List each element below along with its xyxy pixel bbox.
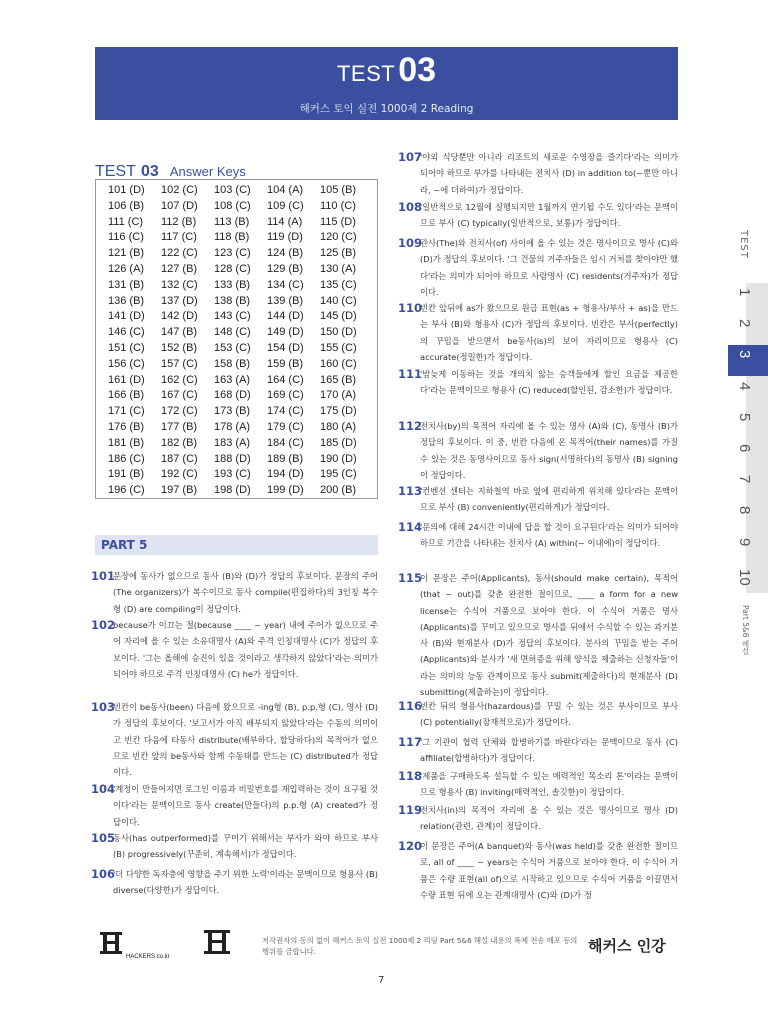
answer-cell: 167 (C) xyxy=(161,389,198,402)
explanation-item xyxy=(91,830,378,863)
part-label: PART 5 xyxy=(101,538,148,552)
answer-cell: 148 (C) xyxy=(214,326,251,339)
answer-cell: 191 (B) xyxy=(108,468,145,481)
answer-cell: 192 (C) xyxy=(161,468,198,481)
sidebar-test-number: 6 xyxy=(736,444,753,453)
sidebar-test-2[interactable] xyxy=(728,314,768,345)
answer-cell: 165 (B) xyxy=(320,373,357,386)
question-number: 111 xyxy=(398,367,423,381)
explanation-text: '그 기관이 협력 단체와 합병하기를 바란다'라는 문맥이므로 동사 (C) affiliate(합병하다)가 정답이다. xyxy=(420,737,678,764)
answer-cell: 124 (B) xyxy=(267,247,304,260)
explanation-item xyxy=(398,519,678,552)
answer-cell: 156 (C) xyxy=(108,357,145,370)
explanation-item xyxy=(91,866,378,899)
answer-cell: 103 (C) xyxy=(214,184,251,196)
answer-cell: 150 (D) xyxy=(320,326,357,339)
explanation-text: '더 다양한 독자층에 영향을 주기 위한 노력'이라는 문맥이므로 형용사 (B) diverse(다양한)가 정답이다. xyxy=(113,869,378,896)
explanation-item xyxy=(398,199,678,232)
answer-cell: 121 (B) xyxy=(108,247,145,260)
answer-cell: 129 (B) xyxy=(267,262,304,275)
sidebar-test-number: 9 xyxy=(736,537,753,546)
sidebar-test-number: 10 xyxy=(736,568,753,586)
answer-row xyxy=(108,453,373,469)
sidebar-test-number: 8 xyxy=(736,506,753,515)
sidebar-test-8[interactable] xyxy=(728,501,768,532)
explanation-text: 문장에 동사가 없으므로 동사 (B)와 (D)가 정답의 후보이다. 문장의 주어(The organizers)가 복수이므로 동사 compile(편집하다)의 3인칭 복수형 (D) are compiling이 정답이다. xyxy=(113,571,378,614)
explanation-item xyxy=(398,768,678,801)
answer-cell: 189 (B) xyxy=(267,452,304,465)
answer-cell: 102 (C) xyxy=(161,184,198,196)
answer-cell: 160 (C) xyxy=(320,357,357,370)
answer-cell: 146 (C) xyxy=(108,326,145,339)
answer-cell: 119 (D) xyxy=(267,231,303,244)
sidebar-test-5[interactable] xyxy=(728,408,768,439)
answer-cell: 130 (A) xyxy=(320,262,357,275)
sidebar-test-6[interactable] xyxy=(728,439,768,470)
test-title xyxy=(95,51,678,90)
explanation-item xyxy=(398,734,678,767)
hackers-brand-logo xyxy=(588,935,666,956)
answer-cell: 127 (B) xyxy=(161,262,198,275)
answer-cell: 198 (D) xyxy=(214,484,251,497)
question-number: 101 xyxy=(91,569,116,583)
answer-cell: 138 (B) xyxy=(214,294,251,307)
explanation-text: '문의에 대해 24시간 이내에 답을 할 것이 요구된다'라는 의미가 되어야 하므로 기간을 나타내는 전치사 (A) within(~ 이내에)이 정답이다. xyxy=(420,522,678,549)
answer-cell: 174 (C) xyxy=(267,405,304,418)
answer-cell: 179 (C) xyxy=(267,420,304,433)
explanation-item xyxy=(398,300,678,365)
sidebar-test-number: 2 xyxy=(736,319,753,328)
answer-cell: 170 (A) xyxy=(320,389,357,402)
answer-cell: 106 (B) xyxy=(108,199,145,212)
answer-row xyxy=(108,247,373,263)
question-number: 112 xyxy=(398,419,423,433)
page-number: 7 xyxy=(378,975,385,986)
explanation-text: because가 이끄는 절(because ____ ~ year) 내에 주어가 없으므로 주어 자리에 올 수 있는 소유대명사 (A)와 주격 인칭대명사 (C)가 정답의 후보이다. '그는 올해에 승진이 있을 것이라고 생각하지 않았다'라는 의미가 되어야 하므로 주격 인칭대명사 (C) he가 정답이다. xyxy=(113,620,378,679)
explanation-item xyxy=(398,235,678,300)
answer-cell: 151 (C) xyxy=(108,341,145,354)
answer-cell: 188 (D) xyxy=(214,452,251,465)
answer-row xyxy=(108,216,373,232)
question-number: 108 xyxy=(398,200,423,214)
explanation-item xyxy=(91,699,378,780)
answer-cell: 126 (A) xyxy=(108,262,145,275)
answer-cell: 195 (C) xyxy=(320,468,357,481)
question-number: 105 xyxy=(91,831,116,845)
answer-keys-title-label: Answer Keys xyxy=(169,164,246,179)
answer-keys-table xyxy=(95,179,378,499)
answer-cell: 163 (A) xyxy=(214,373,251,386)
answer-cell: 108 (C) xyxy=(214,199,251,212)
explanation-item xyxy=(398,698,678,731)
answer-cell: 114 (A) xyxy=(267,215,303,228)
answer-cell: 101 (D) xyxy=(108,184,145,196)
explanation-text: '밤늦게 이동하는 것을 개의치 않는 승객들에게 할인 요금을 제공한다'라는 문맥이므로 형용사 (C) reduced(할인된, 감소한)가 정답이다. xyxy=(420,369,678,396)
answer-cell: 155 (C) xyxy=(320,341,357,354)
sidebar-test-number: 5 xyxy=(736,412,753,422)
answer-cell: 144 (D) xyxy=(267,310,304,323)
question-number: 116 xyxy=(398,699,423,713)
answer-cell: 107 (D) xyxy=(161,199,198,212)
sidebar-test-number: 7 xyxy=(736,475,753,484)
answer-cell: 143 (C) xyxy=(214,310,251,323)
sidebar-test-3[interactable] xyxy=(728,345,768,376)
answer-cell: 176 (B) xyxy=(108,420,145,433)
answer-keys-title-test: TEST xyxy=(95,163,136,180)
question-number: 103 xyxy=(91,700,116,714)
answer-cell: 140 (C) xyxy=(320,294,357,307)
answer-cell: 169 (C) xyxy=(267,389,304,402)
hackers-logo xyxy=(98,930,188,960)
question-number: 114 xyxy=(398,520,423,534)
question-number: 106 xyxy=(91,867,116,881)
explanation-text: '일반적으로 12월에 실행되지만 1월까지 연기될 수도 있다'라는 문맥이므로 부사 (C) typically(일반적으로, 보통)가 정답이다. xyxy=(420,202,678,229)
answer-cell: 136 (B) xyxy=(108,294,145,307)
explanation-text: 전치사(in)의 목적어 자리에 올 수 있는 것은 명사이므로 명사 (D) relation(관련, 관계)이 정답이다. xyxy=(420,805,678,832)
answer-cell: 172 (C) xyxy=(161,405,198,418)
answer-cell: 132 (C) xyxy=(161,278,198,291)
logo1-sub-text: HACKERS.co.kr xyxy=(126,954,170,960)
answer-cell: 193 (C) xyxy=(214,468,251,481)
test-number: 03 xyxy=(398,51,437,89)
answer-cell: 115 (D) xyxy=(320,215,356,228)
answer-cell: 162 (C) xyxy=(161,373,198,386)
sidebar-test-label: TEST xyxy=(738,230,749,259)
question-number: 109 xyxy=(398,236,423,250)
answer-cell: 168 (D) xyxy=(214,389,251,402)
answer-cell: 145 (D) xyxy=(320,310,357,323)
answer-keys-title-num: 03 xyxy=(140,163,159,180)
answer-cell: 180 (A) xyxy=(320,420,357,433)
answer-cell: 128 (C) xyxy=(214,262,251,275)
question-number: 107 xyxy=(398,150,423,164)
explanation-item xyxy=(398,838,678,903)
answer-cell: 133 (B) xyxy=(214,278,251,291)
answer-cell: 141 (D) xyxy=(108,310,145,323)
explanation-text: '제품을 구매하도록 설득할 수 있는 매력적인 목소리 톤'이라는 문맥이므로 형용사 (B) inviting(매력적인, 솔깃한)이 정답이다. xyxy=(420,771,678,798)
answer-cell: 109 (C) xyxy=(267,199,304,212)
answer-row xyxy=(108,231,373,247)
answer-cell: 117 (C) xyxy=(161,231,197,244)
answer-cell: 131 (B) xyxy=(108,278,145,291)
answer-row xyxy=(108,326,373,342)
answer-cell: 164 (C) xyxy=(267,373,304,386)
sidebar-test-number: 1 xyxy=(736,288,753,297)
test-header-banner xyxy=(95,47,678,120)
explanation-text: 관사(The)와 전치사(of) 사이에 올 수 있는 것은 명사이므로 명사 (C)와 (D)가 정답의 후보이다. '그 건물의 거주자들은 임시 거처를 찾아야만 했다'라는 의미가 되어야 하므로 사람명사 (C) residents(거주자)가 정답이다. xyxy=(420,238,678,297)
answer-cell: 134 (C) xyxy=(267,278,304,291)
sidebar-part-label: Part 5&6 해설 xyxy=(741,605,750,655)
answer-row xyxy=(108,374,373,390)
answer-cell: 182 (B) xyxy=(161,436,198,449)
answer-cell: 112 (B) xyxy=(161,215,197,228)
answer-cell: 185 (D) xyxy=(320,436,357,449)
answer-cell: 149 (D) xyxy=(267,326,304,339)
question-number: 113 xyxy=(398,484,423,498)
answer-cell: 194 (D) xyxy=(267,468,304,481)
answer-row xyxy=(108,200,373,216)
question-number: 119 xyxy=(398,803,423,817)
answer-cell: 113 (B) xyxy=(214,215,250,228)
answer-cell: 118 (B) xyxy=(214,231,250,244)
explanation-item xyxy=(398,418,678,483)
answer-row xyxy=(108,421,373,437)
explanation-text: 이 문장은 주어(Applicants), 동사(should make certain), 목적어(that ~ out)를 갖춘 완전한 절이므로, ____ a form for a new license는 수식어 거품으로 보아야 한다. 이 수식어 거품은 명사(Applicants)를 꾸미고 있으므로 명사를 뒤에서 수식할 수 있는 과거분사 (B)와 현재분사 (D)가 정답의 후보이다. 분사의 꾸밈을 받는 주어(Applicants)와 분사가 '새 면허증을 위해 양식을 제출하는 신청자들'이라는 의미의 능동 관계이므로 동사 submit(제출하다)의 현재분사 (D) submitting(제출하는)이 정답이다. xyxy=(420,573,678,698)
question-number: 104 xyxy=(91,782,116,796)
answer-cell: 120 (C) xyxy=(320,231,357,244)
answer-cell: 178 (A) xyxy=(214,420,251,433)
answer-cell: 122 (C) xyxy=(161,247,198,260)
answer-keys-title xyxy=(95,161,378,180)
answer-row xyxy=(108,484,373,500)
answer-cell: 166 (B) xyxy=(108,389,145,402)
answer-cell: 116 (C) xyxy=(108,231,144,244)
explanation-text: 빈칸 뒤의 형용사(hazardous)를 꾸밀 수 있는 것은 부사이므로 부사 (C) potentially(잠재적으로)가 정답이다. xyxy=(420,701,678,728)
answer-cell: 104 (A) xyxy=(267,184,304,196)
answer-cell: 139 (B) xyxy=(267,294,304,307)
answer-cell: 200 (B) xyxy=(320,484,357,497)
explanation-text: '컨벤션 센터는 지하철역 바로 옆에 편리하게 위치해 있다'라는 문맥이므로 부사 (B) conveniently(편리하게)가 정답이다. xyxy=(420,486,678,513)
sidebar-test-10[interactable] xyxy=(728,564,768,595)
answer-cell: 152 (B) xyxy=(161,341,198,354)
sidebar-test-number: 3 xyxy=(736,350,753,359)
answer-cell: 181 (B) xyxy=(108,436,145,449)
sidebar-test-1[interactable] xyxy=(728,283,768,314)
answer-cell: 158 (B) xyxy=(214,357,251,370)
explanation-text: '계정이 만들어지면 로그인 이름과 비밀번호를 재입력하는 것이 요구될 것이다'라는 문맥이므로 동사 create(만들다)의 p.p.형 (A) created가 정답이다. xyxy=(113,784,378,827)
explanation-text: 전치사(by)의 목적어 자리에 올 수 있는 명사 (A)와 (C), 동명사 (B)가 정답의 후보이다. 이 중, 빈칸 다음에 온 목적어(their names)를 가질 수 있는 것은 동명사이므로 동사 sign(서명하다)의 동명사 (B) signing이 정답이다. xyxy=(420,421,678,480)
explanation-item xyxy=(91,617,378,682)
answer-cell: 135 (C) xyxy=(320,278,357,291)
answer-cell: 183 (A) xyxy=(214,436,251,449)
answer-row xyxy=(108,437,373,453)
answer-row xyxy=(108,310,373,326)
answer-row xyxy=(108,342,373,358)
answer-cell: 161 (D) xyxy=(108,373,145,386)
sidebar-test-9[interactable] xyxy=(728,533,768,564)
answer-cell: 186 (C) xyxy=(108,452,145,465)
explanation-text: 이 문장은 주어(A banquet)와 동사(was held)를 갖춘 완전한 절이므로, all of ____ ~ years는 수식어 거품으로 보아야 한다. 이 수식어 거품은 수량 표현(all of)으로 시작하고 있으므로 수식어 거품을 이끌면서 수량 표현 뒤에 오는 관계대명사 (C)와 (D)가 정 xyxy=(420,841,678,900)
copyright-note: 저작권자의 동의 없이 해커스 토익 실전 1000제 2 리딩 Part 5&6 해설 내용의 복제 전송 배포 등의 행위를 금합니다. xyxy=(262,936,578,956)
answer-cell: 123 (C) xyxy=(214,247,251,260)
book-subtitle: 해커스 토익 실전 1000제 2 Reading xyxy=(299,103,474,115)
question-number: 120 xyxy=(398,839,423,853)
answer-cell: 137 (D) xyxy=(161,294,198,307)
explanation-item xyxy=(398,149,678,198)
question-number: 102 xyxy=(91,618,116,632)
answer-row xyxy=(108,405,373,421)
question-number: 115 xyxy=(398,571,423,585)
question-number: 110 xyxy=(398,301,423,315)
explanation-text: 빈칸이 be동사(been) 다음에 왔으므로 -ing형 (B), p.p.형 (C), 명사 (D)가 정답의 후보이다. '보고서가 아직 배부되지 않았다'라는 수동의 의미이고 빈칸 다음에 타동사 distribute(배부하다, 할당하다)의 목적어가 없으므로 빈칸 앞의 be동사와 함께 수동태를 만드는 (C) distributed가 정답이다. xyxy=(113,702,378,778)
explanation-item xyxy=(91,568,378,617)
explanation-item xyxy=(398,366,678,399)
test-label: TEST xyxy=(336,61,396,86)
answer-row xyxy=(108,184,373,200)
answer-cell: 175 (D) xyxy=(320,405,357,418)
question-number: 118 xyxy=(398,769,423,783)
answer-cell: 125 (B) xyxy=(320,247,357,260)
answer-cell: 173 (B) xyxy=(214,405,251,418)
explanation-item xyxy=(398,570,678,700)
answer-row xyxy=(108,389,373,405)
answer-cell: 177 (B) xyxy=(161,420,198,433)
brand-text: 해커스 인강 xyxy=(588,937,666,955)
sidebar-test-4[interactable] xyxy=(728,377,768,408)
hackers-emblem-logo xyxy=(200,928,250,962)
answer-cell: 111 (C) xyxy=(108,215,144,228)
answer-cell: 184 (C) xyxy=(267,436,304,449)
answer-row xyxy=(108,279,373,295)
answer-cell: 147 (B) xyxy=(161,326,198,339)
answer-cell: 110 (C) xyxy=(320,199,356,212)
answer-cell: 159 (B) xyxy=(267,357,304,370)
explanation-item xyxy=(398,483,678,516)
answer-row xyxy=(108,468,373,484)
part-section-bar xyxy=(95,535,378,555)
answer-row xyxy=(108,358,373,374)
answer-row xyxy=(108,295,373,311)
answer-cell: 153 (C) xyxy=(214,341,251,354)
answer-cell: 187 (C) xyxy=(161,452,198,465)
sidebar-test-7[interactable] xyxy=(728,470,768,501)
answer-cell: 197 (B) xyxy=(161,484,198,497)
answer-cell: 105 (B) xyxy=(320,184,357,196)
explanation-text: '야외 식당뿐만 아니라 리조트의 새로운 수영장을 즐기다'라는 의미가 되어야 하므로 부가를 나타내는 전치사 (D) in addition to(~뿐만 아니라, ~에 더하여)가 정답이다. xyxy=(420,152,678,195)
answer-cell: 199 (D) xyxy=(267,484,304,497)
answer-cell: 171 (C) xyxy=(108,405,145,418)
sidebar-test-number: 4 xyxy=(736,381,753,390)
answer-row xyxy=(108,263,373,279)
answer-cell: 157 (C) xyxy=(161,357,198,370)
explanation-text: 동사(has outperformed)를 꾸미기 위해서는 부사가 와야 하므로 부사 (B) progressively(꾸준히, 계속해서)가 정답이다. xyxy=(113,833,378,860)
answer-cell: 142 (D) xyxy=(161,310,198,323)
question-number: 117 xyxy=(398,735,423,749)
answer-cell: 154 (D) xyxy=(267,341,304,354)
answer-keys-grid xyxy=(108,184,373,500)
explanation-item xyxy=(398,802,678,835)
answer-cell: 196 (C) xyxy=(108,484,145,497)
answer-cell: 190 (D) xyxy=(320,452,357,465)
explanation-text: 빈칸 앞뒤에 as가 왔으므로 원급 표현(as + 형용사/부사 + as)을 만드는 부사 (B)와 형용사 (C)가 정답의 후보이다. 빈칸은 부사(perfectly)의 꾸밈을 받으면서 be동사(is)의 보어 자리이므로 형용사 (C) accurate(정밀한)가 정답이다. xyxy=(420,303,678,362)
explanation-item xyxy=(91,781,378,830)
